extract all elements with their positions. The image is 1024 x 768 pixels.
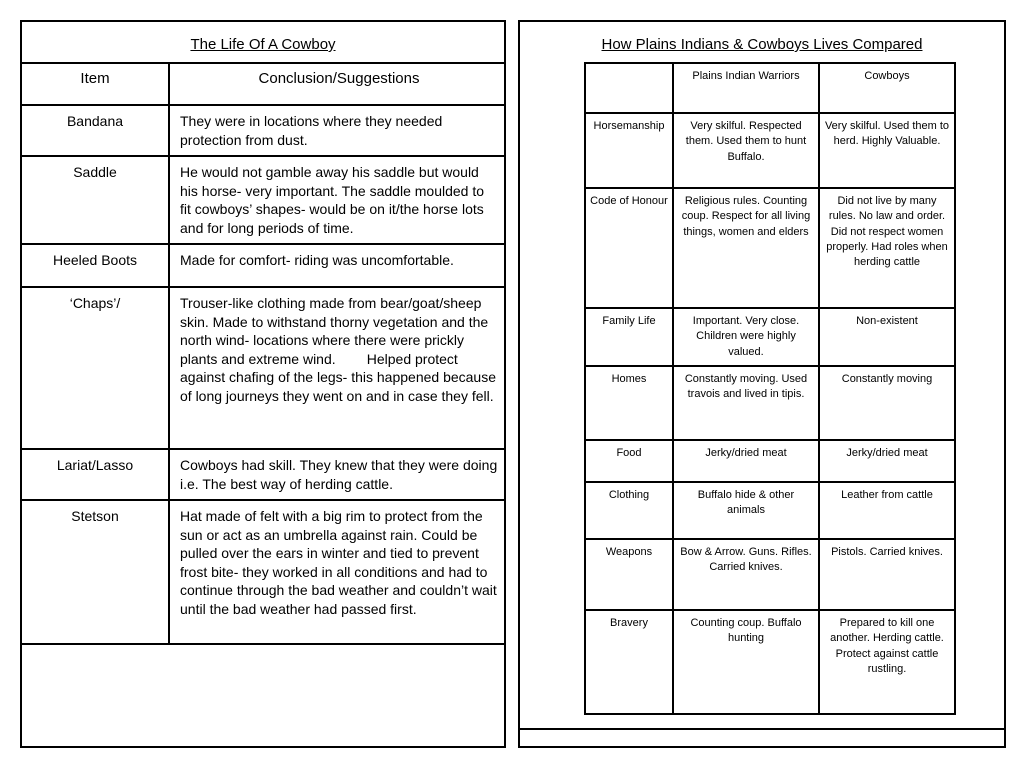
item-name: Saddle [22, 156, 169, 244]
item-name: Stetson [22, 500, 169, 644]
cowboys-cell: Did not live by many rules. No law and order. Did not respect women properly. Had roles when herding cattle [819, 188, 955, 308]
cowboys-cell: Very skilful. Used them to herd. Highly Valuable. [819, 113, 955, 188]
item-description: They were in locations where they needed protection from dust. [169, 105, 506, 156]
comparison-table [584, 62, 956, 715]
item-column-header: Item [22, 63, 169, 105]
cowboys-cell: Constantly moving [819, 366, 955, 440]
table-row [585, 113, 955, 188]
topic-cell: Family Life [585, 308, 673, 366]
item-name: Lariat/Lasso [22, 449, 169, 500]
indians-cell: Counting coup. Buffalo hunting [673, 610, 819, 714]
table-row [585, 308, 955, 366]
table-row [22, 156, 506, 244]
table-row [22, 287, 506, 449]
comparison-title: How Plains Indians & Cowboys Lives Compared [601, 36, 923, 53]
cowboy-life-title: The Life Of A Cowboy [190, 36, 336, 53]
table-row [585, 188, 955, 308]
indians-cell: Very skilful. Respected them. Used them to hunt Buffalo. [673, 113, 819, 188]
cowboys-cell: Pistols. Carried knives. [819, 539, 955, 610]
table-row [585, 610, 955, 714]
table-row [585, 482, 955, 539]
cowboy-life-panel [20, 20, 506, 748]
topic-cell: Weapons [585, 539, 673, 610]
indians-cell: Important. Very close. Children were highly valued. [673, 308, 819, 366]
table-row [22, 105, 506, 156]
conclusion-column-header: Conclusion/Suggestions [169, 63, 506, 105]
indians-column-header: Plains Indian Warriors [673, 63, 819, 113]
item-description: Cowboys had skill. They knew that they were doing i.e. The best way of herding cattle. [169, 449, 506, 500]
table-row [585, 539, 955, 610]
indians-cell: Bow & Arrow. Guns. Rifles. Carried knives. [673, 539, 819, 610]
indians-cell: Buffalo hide & other animals [673, 482, 819, 539]
bottom-divider [520, 728, 1004, 746]
topic-cell: Homes [585, 366, 673, 440]
item-description: He would not gamble away his saddle but would his horse- very important. The saddle moulded to fit cowboys’ shapes- would be on it/the horse lots and for long periods of time. [169, 156, 506, 244]
indians-cell: Religious rules. Counting coup. Respect for all living things, women and elders [673, 188, 819, 308]
cowboys-column-header: Cowboys [819, 63, 955, 113]
cowboy-items-table [22, 62, 506, 645]
indians-cell: Constantly moving. Used travois and lived in tipis. [673, 366, 819, 440]
table-row [22, 244, 506, 287]
table-row [585, 366, 955, 440]
item-name: Bandana [22, 105, 169, 156]
item-description: Made for comfort- riding was uncomfortable. [169, 244, 506, 287]
table-row [22, 500, 506, 644]
table-header-row [22, 63, 506, 105]
table-row [22, 449, 506, 500]
topic-column-header [585, 63, 673, 113]
topic-cell: Bravery [585, 610, 673, 714]
cowboys-cell: Jerky/dried meat [819, 440, 955, 482]
table-row [585, 440, 955, 482]
topic-cell: Food [585, 440, 673, 482]
item-name: ‘Chaps’/ [22, 287, 169, 449]
topic-cell: Clothing [585, 482, 673, 539]
table-header-row [585, 63, 955, 113]
item-description: Trouser-like clothing made from bear/goat/sheep skin. Made to withstand thorny vegetation and the north wind- locations where there were prickly plants and extreme wind. Helped protect against chafing of the legs- this happened because of long journeys they went on and in case they fell. [169, 287, 506, 449]
comparison-panel [518, 20, 1006, 748]
item-description: Hat made of felt with a big rim to protect from the sun or act as an umbrella against rain. Could be pulled over the ears in winter and tied to prevent frost bite- they worked in all conditions and had to continue through the bad weather and couldn’t wait until the bad weather had passed first. [169, 500, 506, 644]
topic-cell: Code of Honour [585, 188, 673, 308]
cowboys-cell: Prepared to kill one another. Herding cattle. Protect against cattle rustling. [819, 610, 955, 714]
cowboys-cell: Non-existent [819, 308, 955, 366]
topic-cell: Horsemanship [585, 113, 673, 188]
item-name: Heeled Boots [22, 244, 169, 287]
cowboys-cell: Leather from cattle [819, 482, 955, 539]
indians-cell: Jerky/dried meat [673, 440, 819, 482]
